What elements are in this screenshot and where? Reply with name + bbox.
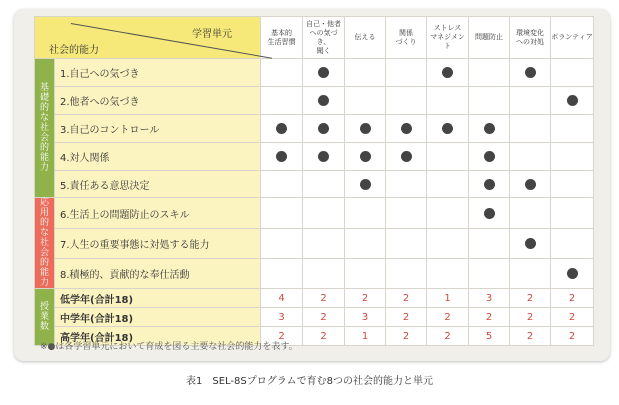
lesson-count: 2 — [303, 289, 345, 308]
unit-header-line: 環境変化 — [516, 28, 544, 37]
bullet-mark-icon — [525, 67, 536, 78]
lesson-count: 2 — [551, 308, 594, 327]
mark-cell — [551, 229, 594, 259]
bullet-mark-icon — [360, 179, 371, 190]
ability-label: 2.他者への気づき — [55, 87, 261, 115]
mark-cell — [510, 259, 551, 289]
unit-header-line: 自己・他者 — [306, 19, 341, 28]
bullet-mark-icon — [484, 208, 495, 219]
lesson-count-row — [35, 289, 594, 308]
mark-cell — [551, 143, 594, 171]
ability-row — [35, 143, 594, 171]
unit-header-line: への気づき、 — [309, 28, 338, 46]
unit-header — [345, 17, 386, 59]
group-char: 社 — [39, 123, 49, 133]
ability-row — [35, 171, 594, 198]
unit-header — [261, 17, 303, 59]
mark-cell — [427, 59, 469, 87]
ability-label: 3.自己のコントロール — [55, 115, 261, 143]
unit-header — [303, 17, 345, 59]
lesson-count: 2 — [551, 289, 594, 308]
mark-cell — [469, 115, 510, 143]
header-row — [35, 17, 594, 59]
mark-cell — [261, 59, 303, 87]
group-char: 礎 — [39, 93, 49, 103]
unit-header-line: への対処 — [516, 37, 544, 46]
mark-cell — [510, 87, 551, 115]
mark-cell — [551, 115, 594, 143]
mark-cell — [427, 198, 469, 229]
corner-unit-label: 学習単元 — [192, 29, 232, 40]
bullet-mark-icon — [567, 268, 578, 279]
lesson-count: 2 — [469, 308, 510, 327]
group-char: 応 — [39, 198, 49, 208]
lesson-count: 2 — [427, 308, 469, 327]
lesson-count: 2 — [345, 289, 386, 308]
bullet-mark-icon — [401, 151, 412, 162]
ability-label: 4.対人関係 — [55, 143, 261, 171]
bullet-mark-icon — [401, 123, 412, 134]
lesson-count-row — [35, 308, 594, 327]
unit-header — [386, 17, 427, 59]
mark-cell — [345, 115, 386, 143]
mark-cell — [386, 87, 427, 115]
mark-cell — [427, 87, 469, 115]
mark-cell — [345, 229, 386, 259]
mark-cell — [427, 259, 469, 289]
group-char: 的 — [39, 103, 49, 113]
lesson-count: 2 — [510, 327, 551, 346]
mark-cell — [510, 198, 551, 229]
mark-cell — [345, 87, 386, 115]
unit-header-line: 問題防止 — [475, 33, 503, 41]
mark-cell — [427, 115, 469, 143]
grade-label: 中学年(合計18) — [55, 308, 261, 327]
lesson-count: 2 — [303, 308, 345, 327]
mark-cell — [469, 259, 510, 289]
bullet-mark-icon — [525, 238, 536, 249]
ability-row — [35, 259, 594, 289]
mark-cell — [510, 59, 551, 87]
corner-ability-label: 社会的能力 — [49, 45, 99, 56]
lesson-count: 2 — [303, 327, 345, 346]
group-char: 数 — [39, 322, 49, 332]
ability-label: 5.責任ある意思決定 — [55, 171, 261, 198]
mark-cell — [469, 59, 510, 87]
bullet-mark-icon — [360, 123, 371, 134]
mark-cell — [303, 143, 345, 171]
group-char: 能 — [39, 153, 49, 163]
lesson-count: 2 — [261, 327, 303, 346]
unit-header-line: 関係 — [399, 28, 413, 37]
lesson-count: 2 — [386, 289, 427, 308]
ability-row — [35, 198, 594, 229]
ability-label: 8.積極的、貢献的な奉仕活動 — [55, 259, 261, 289]
bullet-mark-icon — [442, 67, 453, 78]
unit-header-line: づくり — [395, 37, 417, 46]
group-char: 授 — [39, 302, 49, 312]
unit-header — [427, 17, 469, 59]
group-char: 用 — [39, 208, 49, 218]
mark-cell — [261, 198, 303, 229]
mark-cell — [510, 115, 551, 143]
group-char: な — [39, 228, 49, 238]
group-char: 能 — [39, 268, 49, 278]
lesson-count: 3 — [345, 308, 386, 327]
lesson-count: 2 — [551, 327, 594, 346]
group-char: 業 — [39, 312, 49, 322]
mark-cell — [386, 171, 427, 198]
mark-cell — [469, 87, 510, 115]
unit-header-line: マネジメント — [430, 33, 465, 50]
group-char: 力 — [39, 278, 49, 288]
bullet-mark-icon — [484, 123, 495, 134]
unit-header — [510, 17, 551, 59]
group-lesson-counts — [35, 289, 55, 346]
bullet-mark-icon — [318, 151, 329, 162]
mark-cell — [386, 198, 427, 229]
group-char: 的 — [39, 143, 49, 153]
lesson-count: 2 — [386, 327, 427, 346]
mark-cell — [303, 59, 345, 87]
unit-header-line: 基本的 — [271, 28, 292, 37]
mark-cell — [345, 59, 386, 87]
mark-cell — [551, 87, 594, 115]
group-char: 会 — [39, 248, 49, 258]
mark-cell — [386, 259, 427, 289]
mark-cell — [510, 143, 551, 171]
group-char: 的 — [39, 258, 49, 268]
unit-header-line: 伝える — [354, 33, 376, 41]
mark-cell — [303, 229, 345, 259]
table-corner-header — [35, 17, 261, 59]
mark-cell — [261, 87, 303, 115]
group-char: な — [39, 113, 49, 123]
unit-header-line: 生活習慣 — [267, 37, 296, 46]
mark-cell — [469, 229, 510, 259]
sel-ability-table — [34, 16, 594, 346]
lesson-count: 2 — [427, 327, 469, 346]
bullet-mark-icon — [276, 151, 287, 162]
mark-cell — [303, 259, 345, 289]
bullet-mark-icon — [318, 123, 329, 134]
mark-cell — [427, 143, 469, 171]
unit-header — [551, 17, 594, 59]
mark-cell — [303, 115, 345, 143]
grade-label: 低学年(合計18) — [55, 289, 261, 308]
mark-cell — [386, 143, 427, 171]
bullet-mark-icon — [318, 67, 329, 78]
group-char: 会 — [39, 133, 49, 143]
grade-label: 高学年(合計18) — [55, 327, 261, 346]
mark-cell — [345, 259, 386, 289]
ability-row — [35, 87, 594, 115]
ability-label: 1.自己への気づき — [55, 59, 261, 87]
mark-cell — [345, 171, 386, 198]
mark-cell — [345, 198, 386, 229]
lesson-count: 1 — [427, 289, 469, 308]
unit-header — [469, 17, 510, 59]
mark-cell — [261, 115, 303, 143]
mark-cell — [261, 229, 303, 259]
mark-cell — [345, 143, 386, 171]
corner-underline — [71, 23, 272, 59]
bullet-mark-icon — [484, 151, 495, 162]
mark-cell — [261, 259, 303, 289]
mark-cell — [427, 229, 469, 259]
ability-row — [35, 115, 594, 143]
lesson-count: 2 — [510, 308, 551, 327]
group-char: 的 — [39, 218, 49, 228]
unit-header-line: ボランティア — [551, 33, 593, 41]
footnote: ※●は各学習単元において育成を図る主要な社会的能力を表す。 — [40, 342, 298, 352]
ability-row — [35, 59, 594, 87]
mark-cell — [510, 171, 551, 198]
unit-header-line: 聞く — [316, 46, 331, 55]
mark-cell — [469, 143, 510, 171]
mark-cell — [469, 171, 510, 198]
mark-cell — [469, 198, 510, 229]
lesson-count: 4 — [261, 289, 303, 308]
mark-cell — [551, 59, 594, 87]
mark-cell — [386, 115, 427, 143]
lesson-count: 1 — [345, 327, 386, 346]
lesson-count: 2 — [386, 308, 427, 327]
group-char: 力 — [39, 163, 49, 173]
mark-cell — [303, 87, 345, 115]
mark-cell — [427, 171, 469, 198]
lesson-count: 3 — [261, 308, 303, 327]
mark-cell — [386, 229, 427, 259]
mark-cell — [303, 198, 345, 229]
bullet-mark-icon — [360, 151, 371, 162]
mark-cell — [551, 198, 594, 229]
mark-cell — [261, 143, 303, 171]
bullet-mark-icon — [318, 95, 329, 106]
lesson-count: 2 — [510, 289, 551, 308]
group-char: 基 — [39, 83, 49, 93]
group-applied-abilities — [35, 198, 55, 289]
bullet-mark-icon — [484, 179, 495, 190]
mark-cell — [551, 259, 594, 289]
mark-cell — [303, 171, 345, 198]
mark-cell — [261, 171, 303, 198]
ability-row — [35, 229, 594, 259]
mark-cell — [386, 59, 427, 87]
bullet-mark-icon — [525, 179, 536, 190]
mark-cell — [510, 229, 551, 259]
table-caption: 表1 SEL-8Sプログラムで育む8つの社会的能力と単元 — [185, 376, 433, 387]
lesson-count: 5 — [469, 327, 510, 346]
lesson-count: 3 — [469, 289, 510, 308]
bullet-mark-icon — [442, 123, 453, 134]
group-basic-abilities — [35, 59, 55, 198]
bullet-mark-icon — [276, 123, 287, 134]
unit-header-line: ストレス — [433, 24, 462, 32]
group-char: 社 — [39, 238, 49, 248]
mark-cell — [551, 171, 594, 198]
ability-label: 6.生活上の問題防止のスキル — [55, 198, 261, 229]
ability-label: 7.人生の重要事態に対処する能力 — [55, 229, 261, 259]
bullet-mark-icon — [567, 95, 578, 106]
